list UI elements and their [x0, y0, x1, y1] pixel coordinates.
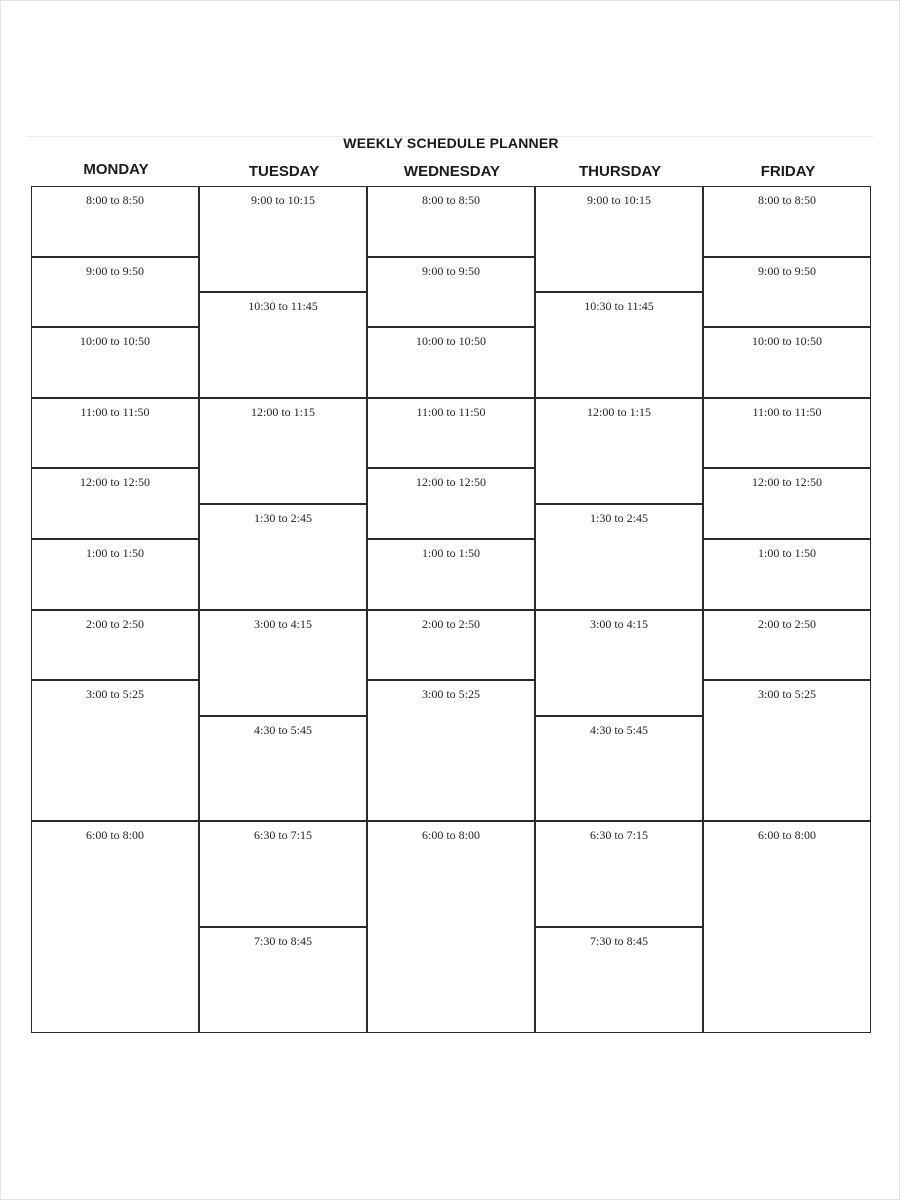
time-slot[interactable]: [535, 292, 703, 398]
time-slot-label: 1:00 to 1:50: [757, 546, 816, 560]
time-slot[interactable]: [535, 398, 703, 504]
time-slot-label: 8:00 to 8:50: [421, 193, 480, 207]
time-slot[interactable]: [199, 398, 367, 504]
time-slot[interactable]: [31, 539, 199, 610]
schedule-grid: [31, 186, 871, 1033]
time-slot-label: 9:00 to 9:50: [421, 264, 480, 278]
time-slot[interactable]: [31, 680, 199, 821]
time-slot-label: 10:00 to 10:50: [79, 334, 150, 348]
day-column-monday: [31, 186, 199, 1033]
day-column-wednesday: [367, 186, 535, 1033]
time-slot[interactable]: [199, 186, 367, 292]
time-slot-label: 2:00 to 2:50: [757, 617, 816, 631]
time-slot-label: 6:00 to 8:00: [85, 828, 144, 842]
time-slot[interactable]: [367, 610, 535, 680]
time-slot-label: 10:00 to 10:50: [415, 334, 486, 348]
time-slot[interactable]: [703, 610, 871, 680]
time-slot[interactable]: [535, 821, 703, 927]
time-slot-label: 7:30 to 8:45: [589, 934, 648, 948]
time-slot-label: 11:00 to 11:50: [752, 405, 822, 419]
time-slot[interactable]: [703, 257, 871, 327]
time-slot-label: 2:00 to 2:50: [421, 617, 480, 631]
time-slot[interactable]: [535, 610, 703, 716]
time-slot-label: 12:00 to 12:50: [415, 475, 486, 489]
time-slot-label: 3:00 to 5:25: [757, 687, 816, 701]
time-slot-label: 9:00 to 10:15: [586, 193, 651, 207]
time-slot[interactable]: [31, 257, 199, 327]
time-slot-label: 12:00 to 12:50: [79, 475, 150, 489]
time-slot-label: 3:00 to 4:15: [253, 617, 312, 631]
time-slot-label: 8:00 to 8:50: [757, 193, 816, 207]
time-slot-label: 10:30 to 11:45: [248, 299, 318, 313]
day-column-friday: [703, 186, 871, 1033]
time-slot-label: 10:30 to 11:45: [584, 299, 654, 313]
time-slot-label: 3:00 to 5:25: [85, 687, 144, 701]
time-slot[interactable]: [367, 468, 535, 539]
time-slot-label: 6:30 to 7:15: [253, 828, 312, 842]
time-slot[interactable]: [367, 680, 535, 821]
time-slot[interactable]: [31, 468, 199, 539]
day-header-friday: FRIDAY: [760, 163, 816, 180]
time-slot[interactable]: [31, 821, 199, 1033]
time-slot-label: 3:00 to 4:15: [589, 617, 648, 631]
time-slot[interactable]: [199, 927, 367, 1033]
time-slot[interactable]: [31, 398, 199, 468]
time-slot-label: 6:00 to 8:00: [757, 828, 816, 842]
time-slot-label: 12:00 to 1:15: [250, 405, 315, 419]
day-header-wednesday: WEDNESDAY: [403, 163, 501, 180]
time-slot-label: 1:00 to 1:50: [421, 546, 480, 560]
time-slot-label: 1:30 to 2:45: [253, 511, 312, 525]
time-slot[interactable]: [31, 610, 199, 680]
time-slot[interactable]: [703, 468, 871, 539]
time-slot[interactable]: [703, 539, 871, 610]
time-slot[interactable]: [31, 327, 199, 398]
page-title: WEEKLY SCHEDULE PLANNER: [343, 135, 559, 151]
day-header-monday: MONDAY: [83, 161, 149, 178]
time-slot-label: 7:30 to 8:45: [253, 934, 312, 948]
time-slot-label: 9:00 to 9:50: [85, 264, 144, 278]
time-slot[interactable]: [703, 186, 871, 257]
time-slot[interactable]: [703, 821, 871, 1033]
time-slot-label: 2:00 to 2:50: [85, 617, 144, 631]
time-slot[interactable]: [367, 257, 535, 327]
time-slot[interactable]: [703, 398, 871, 468]
time-slot-label: 6:30 to 7:15: [589, 828, 648, 842]
time-slot-label: 3:00 to 5:25: [421, 687, 480, 701]
time-slot[interactable]: [199, 716, 367, 821]
time-slot-label: 4:30 to 5:45: [253, 723, 312, 737]
time-slot-label: 1:00 to 1:50: [85, 546, 144, 560]
time-slot-label: 12:00 to 1:15: [586, 405, 651, 419]
time-slot[interactable]: [199, 504, 367, 610]
time-slot[interactable]: [199, 292, 367, 398]
time-slot[interactable]: [703, 680, 871, 821]
time-slot[interactable]: [703, 327, 871, 398]
time-slot[interactable]: [367, 186, 535, 257]
time-slot[interactable]: [199, 821, 367, 927]
time-slot[interactable]: [31, 186, 199, 257]
time-slot-label: 10:00 to 10:50: [751, 334, 822, 348]
time-slot[interactable]: [535, 716, 703, 821]
time-slot-label: 4:30 to 5:45: [589, 723, 648, 737]
day-column-thursday: [535, 186, 703, 1033]
time-slot[interactable]: [367, 398, 535, 468]
time-slot[interactable]: [535, 504, 703, 610]
time-slot[interactable]: [199, 610, 367, 716]
time-slot-label: 11:00 to 11:50: [416, 405, 486, 419]
day-column-tuesday: [199, 186, 367, 1033]
time-slot-label: 1:30 to 2:45: [589, 511, 648, 525]
time-slot[interactable]: [367, 539, 535, 610]
time-slot-label: 9:00 to 9:50: [757, 264, 816, 278]
time-slot-label: 11:00 to 11:50: [80, 405, 150, 419]
time-slot[interactable]: [367, 327, 535, 398]
time-slot-label: 12:00 to 12:50: [751, 475, 822, 489]
time-slot[interactable]: [535, 927, 703, 1033]
time-slot-label: 8:00 to 8:50: [85, 193, 144, 207]
time-slot-label: 9:00 to 10:15: [250, 193, 315, 207]
day-header-tuesday: TUESDAY: [248, 163, 320, 180]
time-slot[interactable]: [535, 186, 703, 292]
time-slot-label: 6:00 to 8:00: [421, 828, 480, 842]
day-header-thursday: THURSDAY: [579, 163, 661, 180]
time-slot[interactable]: [367, 821, 535, 1033]
